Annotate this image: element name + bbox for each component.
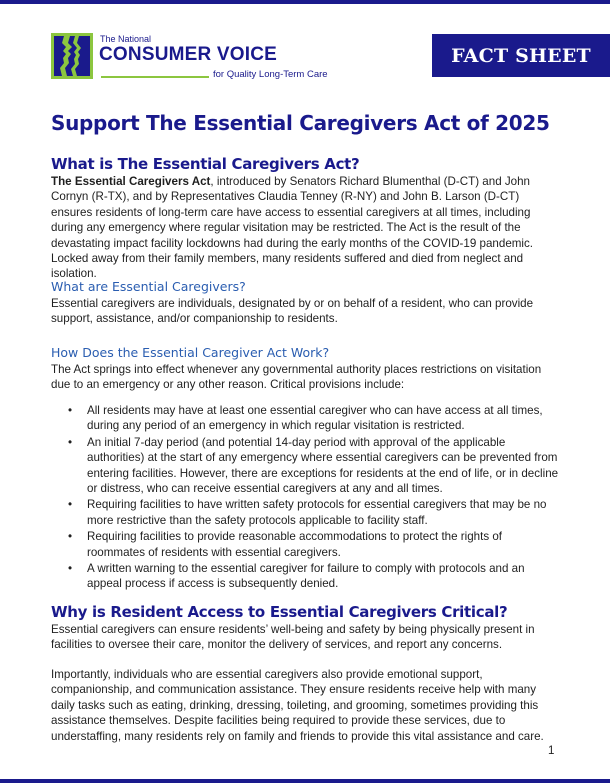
heading-what-is-act: What is The Essential Caregivers Act? xyxy=(51,155,360,173)
provisions-list xyxy=(51,403,561,593)
paragraph-what-is-act-body: , introduced by Senators Richard Blumenthal (D-CT) and John Cornyn (R-TX), and by Representatives Claudia Tenney (R-NY) and John B. Larson (D-CT) ensures residents of long-term care have access to essential caregivers at all times, including during any emergency where regular visitation may be restricted. The Act is the result of the devastating impact facility lockdowns had during the early months of the COVID-19 pandemic. Locked away from their family members, many residents suffered and died from neglect and isolation. xyxy=(51,175,534,281)
logo-line-the-national: The National xyxy=(100,34,152,44)
bullet-icon: • xyxy=(68,498,73,512)
list-item xyxy=(51,561,561,592)
list-item-text: A written warning to the essential caregiver for failure to comply with protocols and an appeal process if access is subsequently denied. xyxy=(87,562,525,591)
paragraph-why-critical-1: Essential caregivers can ensure residents’ well-being and safety by being physically present in facilities to oversee their care, monitor the delivery of services, and report any concerns. xyxy=(51,623,535,652)
bullet-icon: • xyxy=(68,435,73,449)
logo-tagline: for Quality Long-Term Care xyxy=(213,69,328,80)
list-item xyxy=(51,403,561,434)
bullet-icon: • xyxy=(68,562,73,576)
paragraph-how-act-works: The Act springs into effect whenever any governmental authority places restrictions on visitation due to an emergency or any other reason. Critical provisions include: xyxy=(51,363,542,392)
bottom-border-bar xyxy=(0,779,610,783)
list-item xyxy=(51,435,561,497)
consumer-voice-logo xyxy=(51,33,328,81)
paragraph-what-are-caregivers: Essential caregivers are individuals, designated by or on behalf of a resident, who can provide support, assistance, and/or companionship to residents. xyxy=(51,297,534,326)
heading-how-act-works: How Does the Essential Caregiver Act Work? xyxy=(51,345,330,360)
logo-line-consumer-voice: CONSUMER VOICE xyxy=(99,44,278,65)
paragraph-why-critical-2: Importantly, individuals who are essential caregivers also provide emotional support, companionship, and communication assistance. They ensure residents receive help with many daily tasks such as eating, drinking, dressing, toileting, and grooming, sometimes providing this assistance themselves. Despite facilities being required to provide these services, due to understaffing, many residents rely on family and friends to provide this vital assistance and care. xyxy=(51,668,544,743)
list-item-text: Requiring facilities to provide reasonable accommodations to protect the rights of roommates of residents with essential caregivers. xyxy=(87,530,503,559)
bullet-icon: • xyxy=(68,530,73,544)
list-item-text: An initial 7-day period (and potential 14-day period with approval of the applicable authorities) at the start of any emergency where essential caregivers can be prevented from entering facilities. However, there are exceptions for residents at the end of life, or in decline or distress, who can receive essential caregivers at any and all times. xyxy=(87,435,559,496)
top-border-bar xyxy=(0,0,610,4)
act-name-bold: The Essential Caregivers Act xyxy=(51,175,211,188)
paragraph-what-is-act xyxy=(51,174,561,282)
list-item xyxy=(51,529,561,560)
list-item-text: Requiring facilities to have written safety protocols for essential caregivers that may be no more restrictive than the safety protocols applicable to facility staff. xyxy=(87,498,547,527)
page-title: Support The Essential Caregivers Act of 2025 xyxy=(51,111,550,135)
fact-sheet-badge: FACT SHEET xyxy=(432,34,610,77)
heading-what-are-caregivers: What are Essential Caregivers? xyxy=(51,279,246,294)
page-number: 1 xyxy=(548,745,555,757)
list-item-text: All residents may have at least one essential caregiver who can have access at all times, during any period of an emergency in which regular visitation is restricted. xyxy=(87,404,543,433)
two-faces-profile-icon xyxy=(51,33,93,79)
heading-why-critical: Why is Resident Access to Essential Caregivers Critical? xyxy=(51,603,508,621)
list-item xyxy=(51,497,561,528)
bullet-icon: • xyxy=(68,404,73,417)
logo-underline xyxy=(101,76,209,78)
